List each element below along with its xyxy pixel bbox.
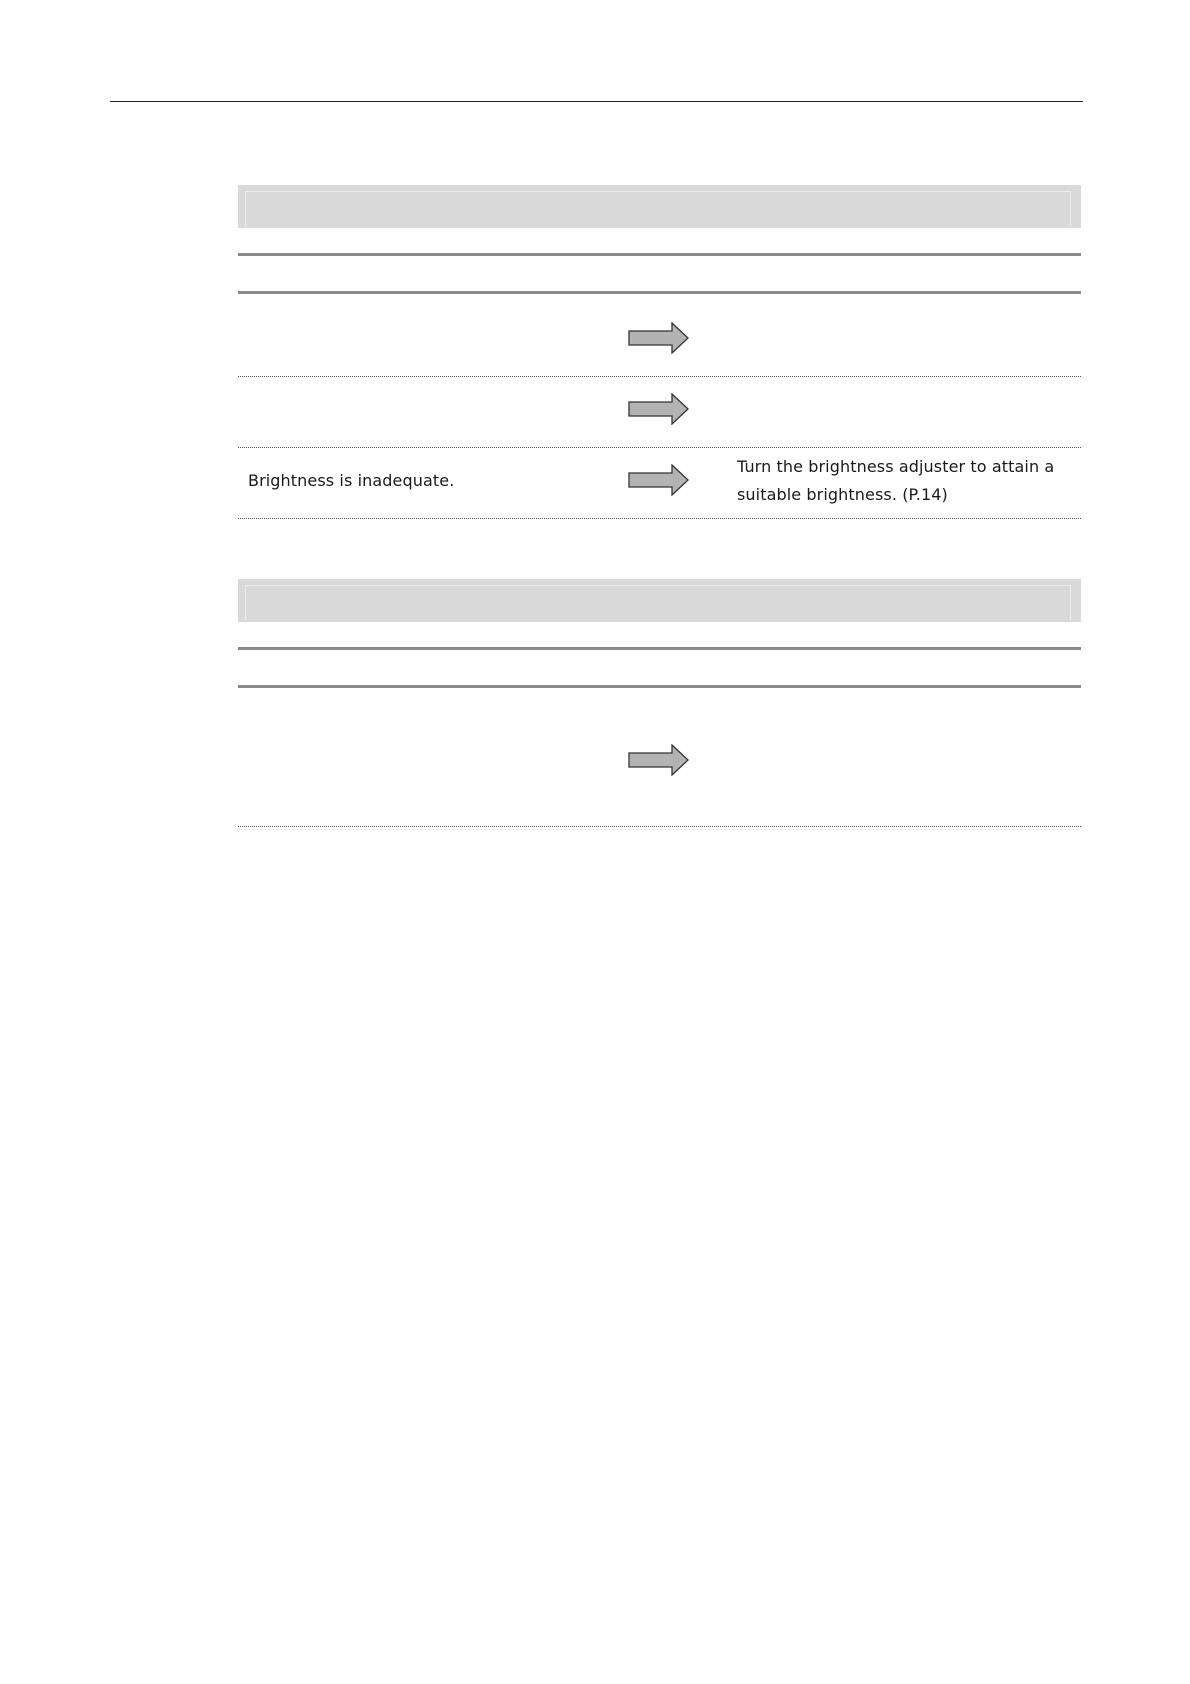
right-arrow-icon <box>628 393 690 429</box>
right-arrow-icon <box>628 744 690 780</box>
section-1-row-2-divider <box>238 447 1081 448</box>
section-2-row-1-divider <box>238 826 1081 827</box>
right-arrow-icon <box>628 464 690 500</box>
problem-text: Brightness is inadequate. <box>248 471 455 490</box>
section-1-column-header-top-rule <box>238 253 1081 256</box>
section-1-header-bar <box>238 185 1081 228</box>
section-2-column-header-top-rule <box>238 647 1081 650</box>
remedy-text <box>737 453 1054 509</box>
section-1-row-1-divider <box>238 376 1081 377</box>
right-arrow-icon <box>628 322 690 358</box>
section-2-column-header-bottom-rule <box>238 685 1081 688</box>
remedy-text-line-2: suitable brightness. (P.14) <box>737 485 948 504</box>
section-1-row-3-divider <box>238 518 1081 519</box>
page-header-rule <box>110 101 1083 102</box>
section-1-column-header-bottom-rule <box>238 291 1081 294</box>
section-2-header-bar <box>238 579 1081 622</box>
remedy-text-line-1: Turn the brightness adjuster to attain a <box>737 457 1055 476</box>
